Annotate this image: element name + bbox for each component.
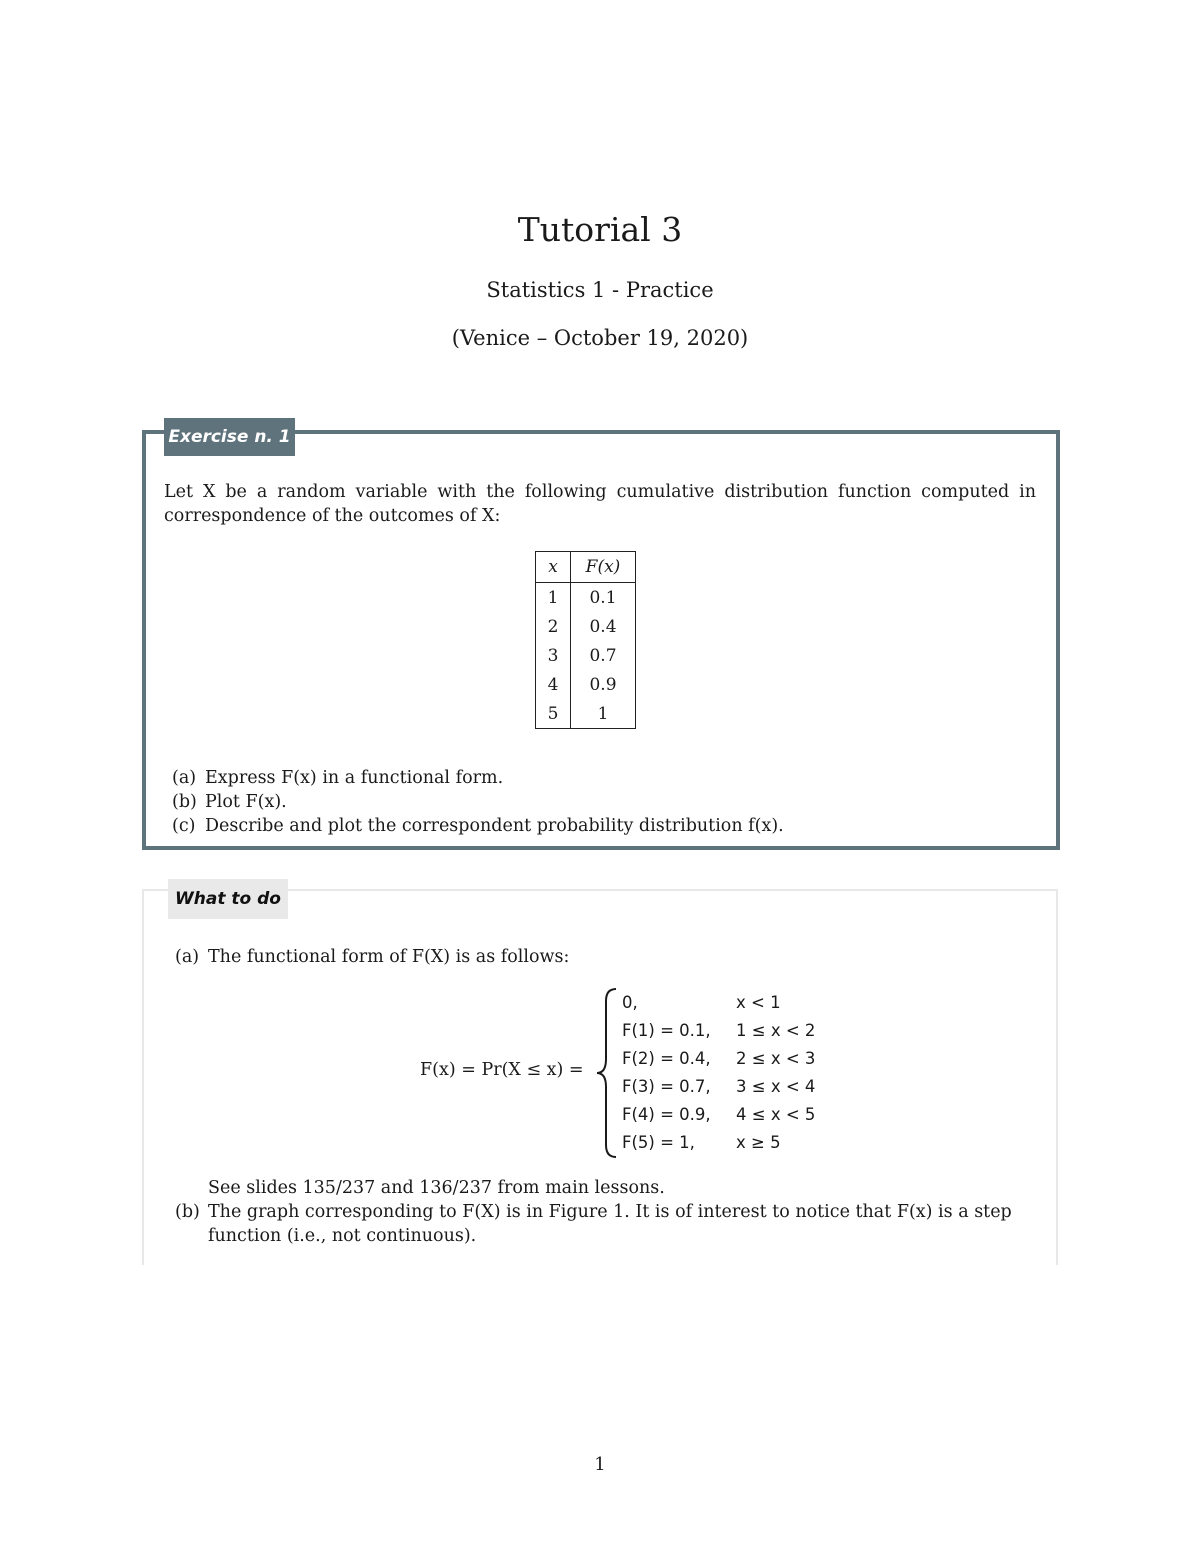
item-label: (b) xyxy=(175,1202,200,1222)
table-cell-fx: 0.7 xyxy=(571,641,636,670)
item-text: Express F(x) in a functional form. xyxy=(205,768,504,788)
item-label: (a) xyxy=(172,768,197,788)
solution-item-a xyxy=(175,945,569,969)
item-text: The graph corresponding to F(X) is in Figure 1. It is of interest to notice that F(x) is a step xyxy=(208,1202,1012,1222)
solution-tag: What to do xyxy=(168,879,288,919)
table-cell-x: 5 xyxy=(536,699,571,729)
case-condition: 1 ≤ x < 2 xyxy=(736,1021,816,1040)
exercise-item-b xyxy=(172,790,287,814)
exercise-intro: Let X be a random variable with the following cumulative distribution function computed in correspondence of the outcomes of X: xyxy=(164,482,1036,526)
case-condition: x < 1 xyxy=(736,993,781,1012)
cdf-table xyxy=(535,551,636,729)
case-condition: 2 ≤ x < 3 xyxy=(736,1049,816,1068)
case-value: F(5) = 1, xyxy=(622,1133,695,1152)
table-cell-fx: 0.4 xyxy=(571,612,636,641)
table-header-row xyxy=(536,552,636,583)
item-text: The functional form of F(X) is as follows: xyxy=(208,947,570,967)
left-brace-icon xyxy=(594,987,620,1159)
table-cell-fx: 0.1 xyxy=(571,583,636,613)
solution-item-b-continued: function (i.e., not continuous). xyxy=(208,1226,477,1246)
case-value: F(4) = 0.9, xyxy=(622,1105,711,1124)
page-number: 1 xyxy=(594,1454,606,1475)
table-row xyxy=(536,699,636,729)
exercise-tag: Exercise n. 1 xyxy=(164,418,295,456)
table-cell-x: 4 xyxy=(536,670,571,699)
case-condition: 3 ≤ x < 4 xyxy=(736,1077,816,1096)
table-row xyxy=(536,583,636,613)
page-subtitle: Statistics 1 - Practice xyxy=(486,278,714,302)
item-text: Describe and plot the correspondent probability distribution f(x). xyxy=(205,816,784,836)
table-header-fx: F(x) xyxy=(571,552,636,583)
table-row xyxy=(536,612,636,641)
equation-left: F(x) = Pr(X ≤ x) = xyxy=(420,1060,584,1080)
case-condition: x ≥ 5 xyxy=(736,1133,781,1152)
solution-item-b xyxy=(175,1200,1035,1224)
table-cell-x: 1 xyxy=(536,583,571,613)
dateline: (Venice – October 19, 2020) xyxy=(451,326,749,350)
item-label: (b) xyxy=(172,792,197,812)
table-row xyxy=(536,641,636,670)
case-condition: 4 ≤ x < 5 xyxy=(736,1105,816,1124)
table-header-x: x xyxy=(536,552,571,583)
item-label: (a) xyxy=(175,947,200,967)
page-title: Tutorial 3 xyxy=(517,210,683,249)
case-value: 0, xyxy=(622,993,638,1012)
table-row xyxy=(536,670,636,699)
table-cell-fx: 1 xyxy=(571,699,636,729)
case-value: F(1) = 0.1, xyxy=(622,1021,711,1040)
table-cell-fx: 0.9 xyxy=(571,670,636,699)
exercise-item-a xyxy=(172,766,503,790)
case-value: F(3) = 0.7, xyxy=(622,1077,711,1096)
case-value: F(2) = 0.4, xyxy=(622,1049,711,1068)
item-text: Plot F(x). xyxy=(205,792,287,812)
exercise-item-c xyxy=(172,814,784,838)
table-cell-x: 2 xyxy=(536,612,571,641)
see-slides-note: See slides 135/237 and 136/237 from main lessons. xyxy=(208,1178,665,1198)
item-label: (c) xyxy=(172,816,196,836)
table-cell-x: 3 xyxy=(536,641,571,670)
